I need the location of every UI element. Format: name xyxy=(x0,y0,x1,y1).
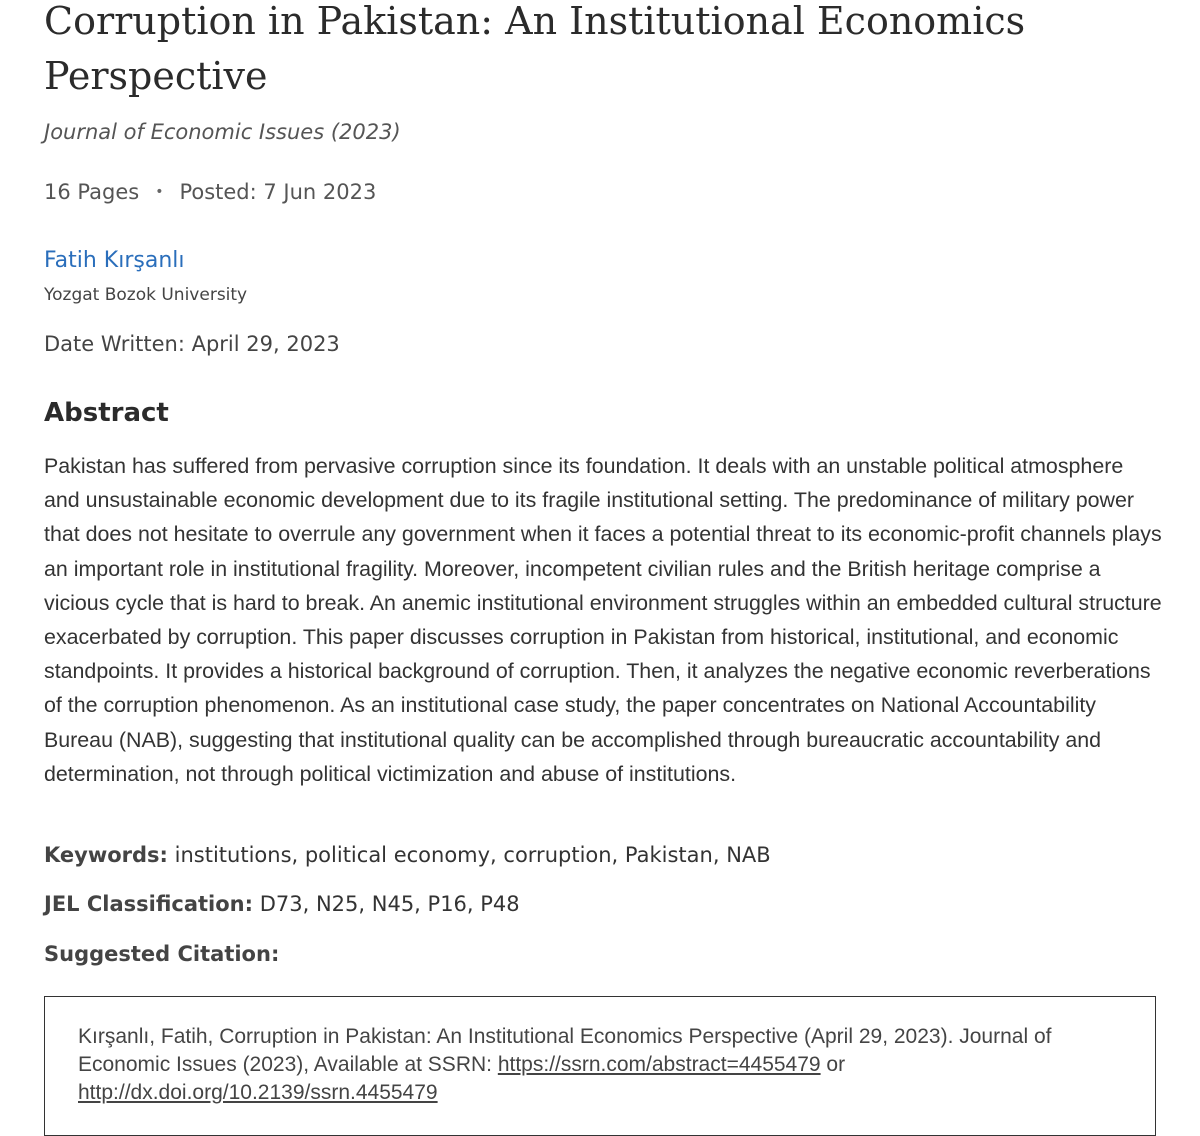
paper-meta xyxy=(44,180,376,204)
keywords-value: institutions, political economy, corruption, Pakistan, NAB xyxy=(174,843,771,867)
page-count: 16 Pages xyxy=(44,180,140,204)
citation-heading: Suggested Citation: xyxy=(44,942,280,966)
author-link[interactable]: Fatih Kırşanlı xyxy=(44,248,185,273)
posted-date: Posted: 7 Jun 2023 xyxy=(179,180,377,204)
journal-name: Journal of Economic Issues (2023) xyxy=(44,120,401,144)
paper-title: Corruption in Pakistan: An Institutional Economics Perspective xyxy=(44,0,1026,98)
jel-value: D73, N25, N45, P16, P48 xyxy=(259,892,520,916)
abstract-text: Pakistan has suffered from pervasive corruption since its foundation. It deals with an unstable political atmosphere and unsustainable economic development due to its fragile institutional setting. The predominance of military power that does not hesitate to overrule any government when it faces a potential threat to its economic-profit channels plays an important role in institutional fragility. Moreover, incompetent civilian rules and the British heritage comprise a vicious cycle that is hard to break. An anemic institutional environment struggles within an embedded cultural structure exacerbated by corruption. This paper discusses corruption in Pakistan from historical, institutional, and economic standpoints. It provides a historical background of corruption. Then, it analyzes the negative economic reverberations of the corruption phenomenon. As an institutional case study, the paper concentrates on National Accountability Bureau (NAB), suggesting that institutional quality can be accomplished through bureaucratic accountability and determination, not through political victimization and abuse of institutions. xyxy=(44,454,1162,786)
jel-row xyxy=(44,892,520,916)
citation-joiner: or xyxy=(820,1053,846,1076)
author-affiliation: Yozgat Bozok University xyxy=(44,285,248,305)
doi-link[interactable]: http://dx.doi.org/10.2139/ssrn.4455479 xyxy=(78,1081,438,1104)
date-written: Date Written: April 29, 2023 xyxy=(44,332,340,356)
separator-dot: • xyxy=(155,184,164,200)
keywords-label: Keywords: xyxy=(44,843,168,867)
abstract-heading: Abstract xyxy=(44,398,169,428)
jel-label: JEL Classification: xyxy=(44,892,254,916)
citation-box xyxy=(44,996,1156,1136)
citation-body: Kırşanlı, Fatih, Corruption in Pakistan: An Institutional Economics Perspective (April 29, 2023). Journal of Economic Issues (2023), Available at SSRN: xyxy=(78,1025,1052,1076)
citation-text xyxy=(78,1023,1128,1107)
keywords-row xyxy=(44,843,771,867)
ssrn-link[interactable]: https://ssrn.com/abstract=4455479 xyxy=(497,1053,821,1076)
